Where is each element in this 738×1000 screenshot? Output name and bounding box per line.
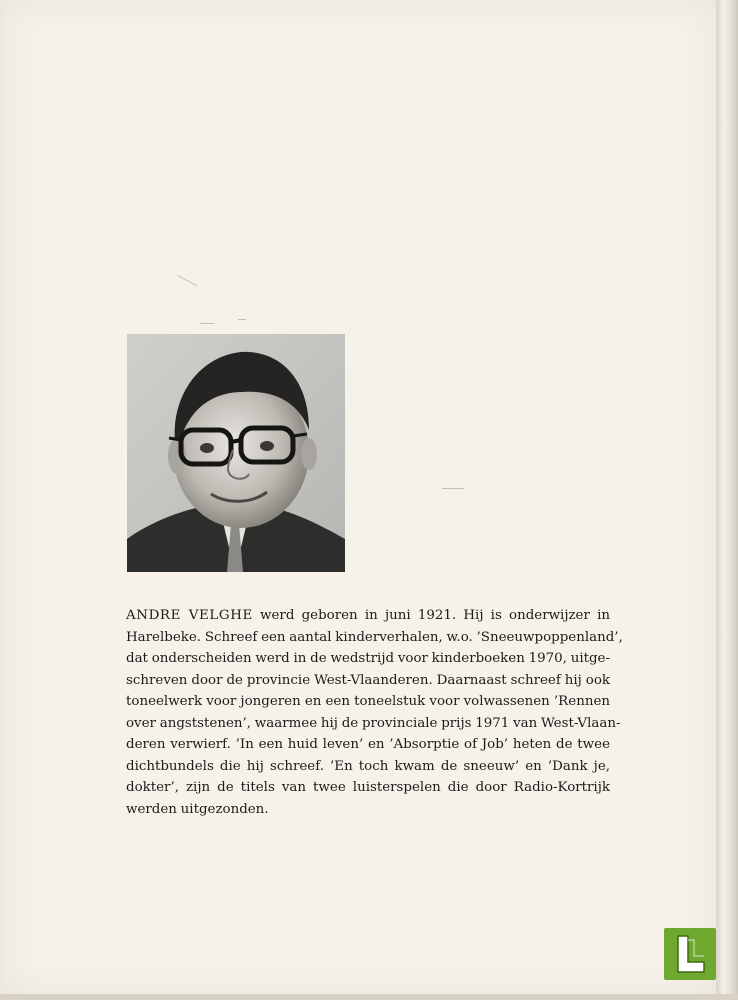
bio-line: Harelbeke. Schreef een aantal kinderverhalen, w.o. ’Sneeuwpoppenland’, [126,629,623,645]
bio-line: deren verwierf. ’In een huid leven’ en ’Absorptie of Job’ heten de twee [126,737,610,752]
author-portrait-image [127,334,345,572]
l-logo-icon [664,928,716,980]
bio-line: werden uitgezonden. [126,801,269,817]
author-name: ANDRE VELGHE [126,608,253,623]
bio-line: dichtbundels die hij schreef. ’En toch kwam de sneeuw’ en ’Dank je, [126,758,610,774]
bio-line: toneelwerk voor jongeren en een toneelstuk voor volwassenen ’Rennen [126,694,610,709]
paper-fleck [442,488,464,489]
bio-line: dat onderscheiden werd in de wedstrijd voor kinderboeken 1970, uitge- [126,651,610,666]
cover-spine-edge [716,0,738,1000]
bio-line: dokter’, zijn de titels van twee luisterspelen die door Radio-Kortrijk [126,780,610,795]
bio-line: over angststenen’, waarmee hij de provinciale prijs 1971 van West-Vlaan- [126,715,621,731]
bio-line: schreven door de provincie West-Vlaanderen. Daarnaast schreef hij ook [126,672,610,688]
author-biography [126,605,623,820]
paper-fleck [200,323,214,324]
paper-fleck [238,319,246,320]
bio-line: ANDRE VELGHE werd geboren in juni 1921. Hij is onderwijzer in [126,608,610,623]
book-back-cover [3,0,716,994]
cover-bottom-edge [0,994,738,1000]
author-portrait [127,334,345,572]
